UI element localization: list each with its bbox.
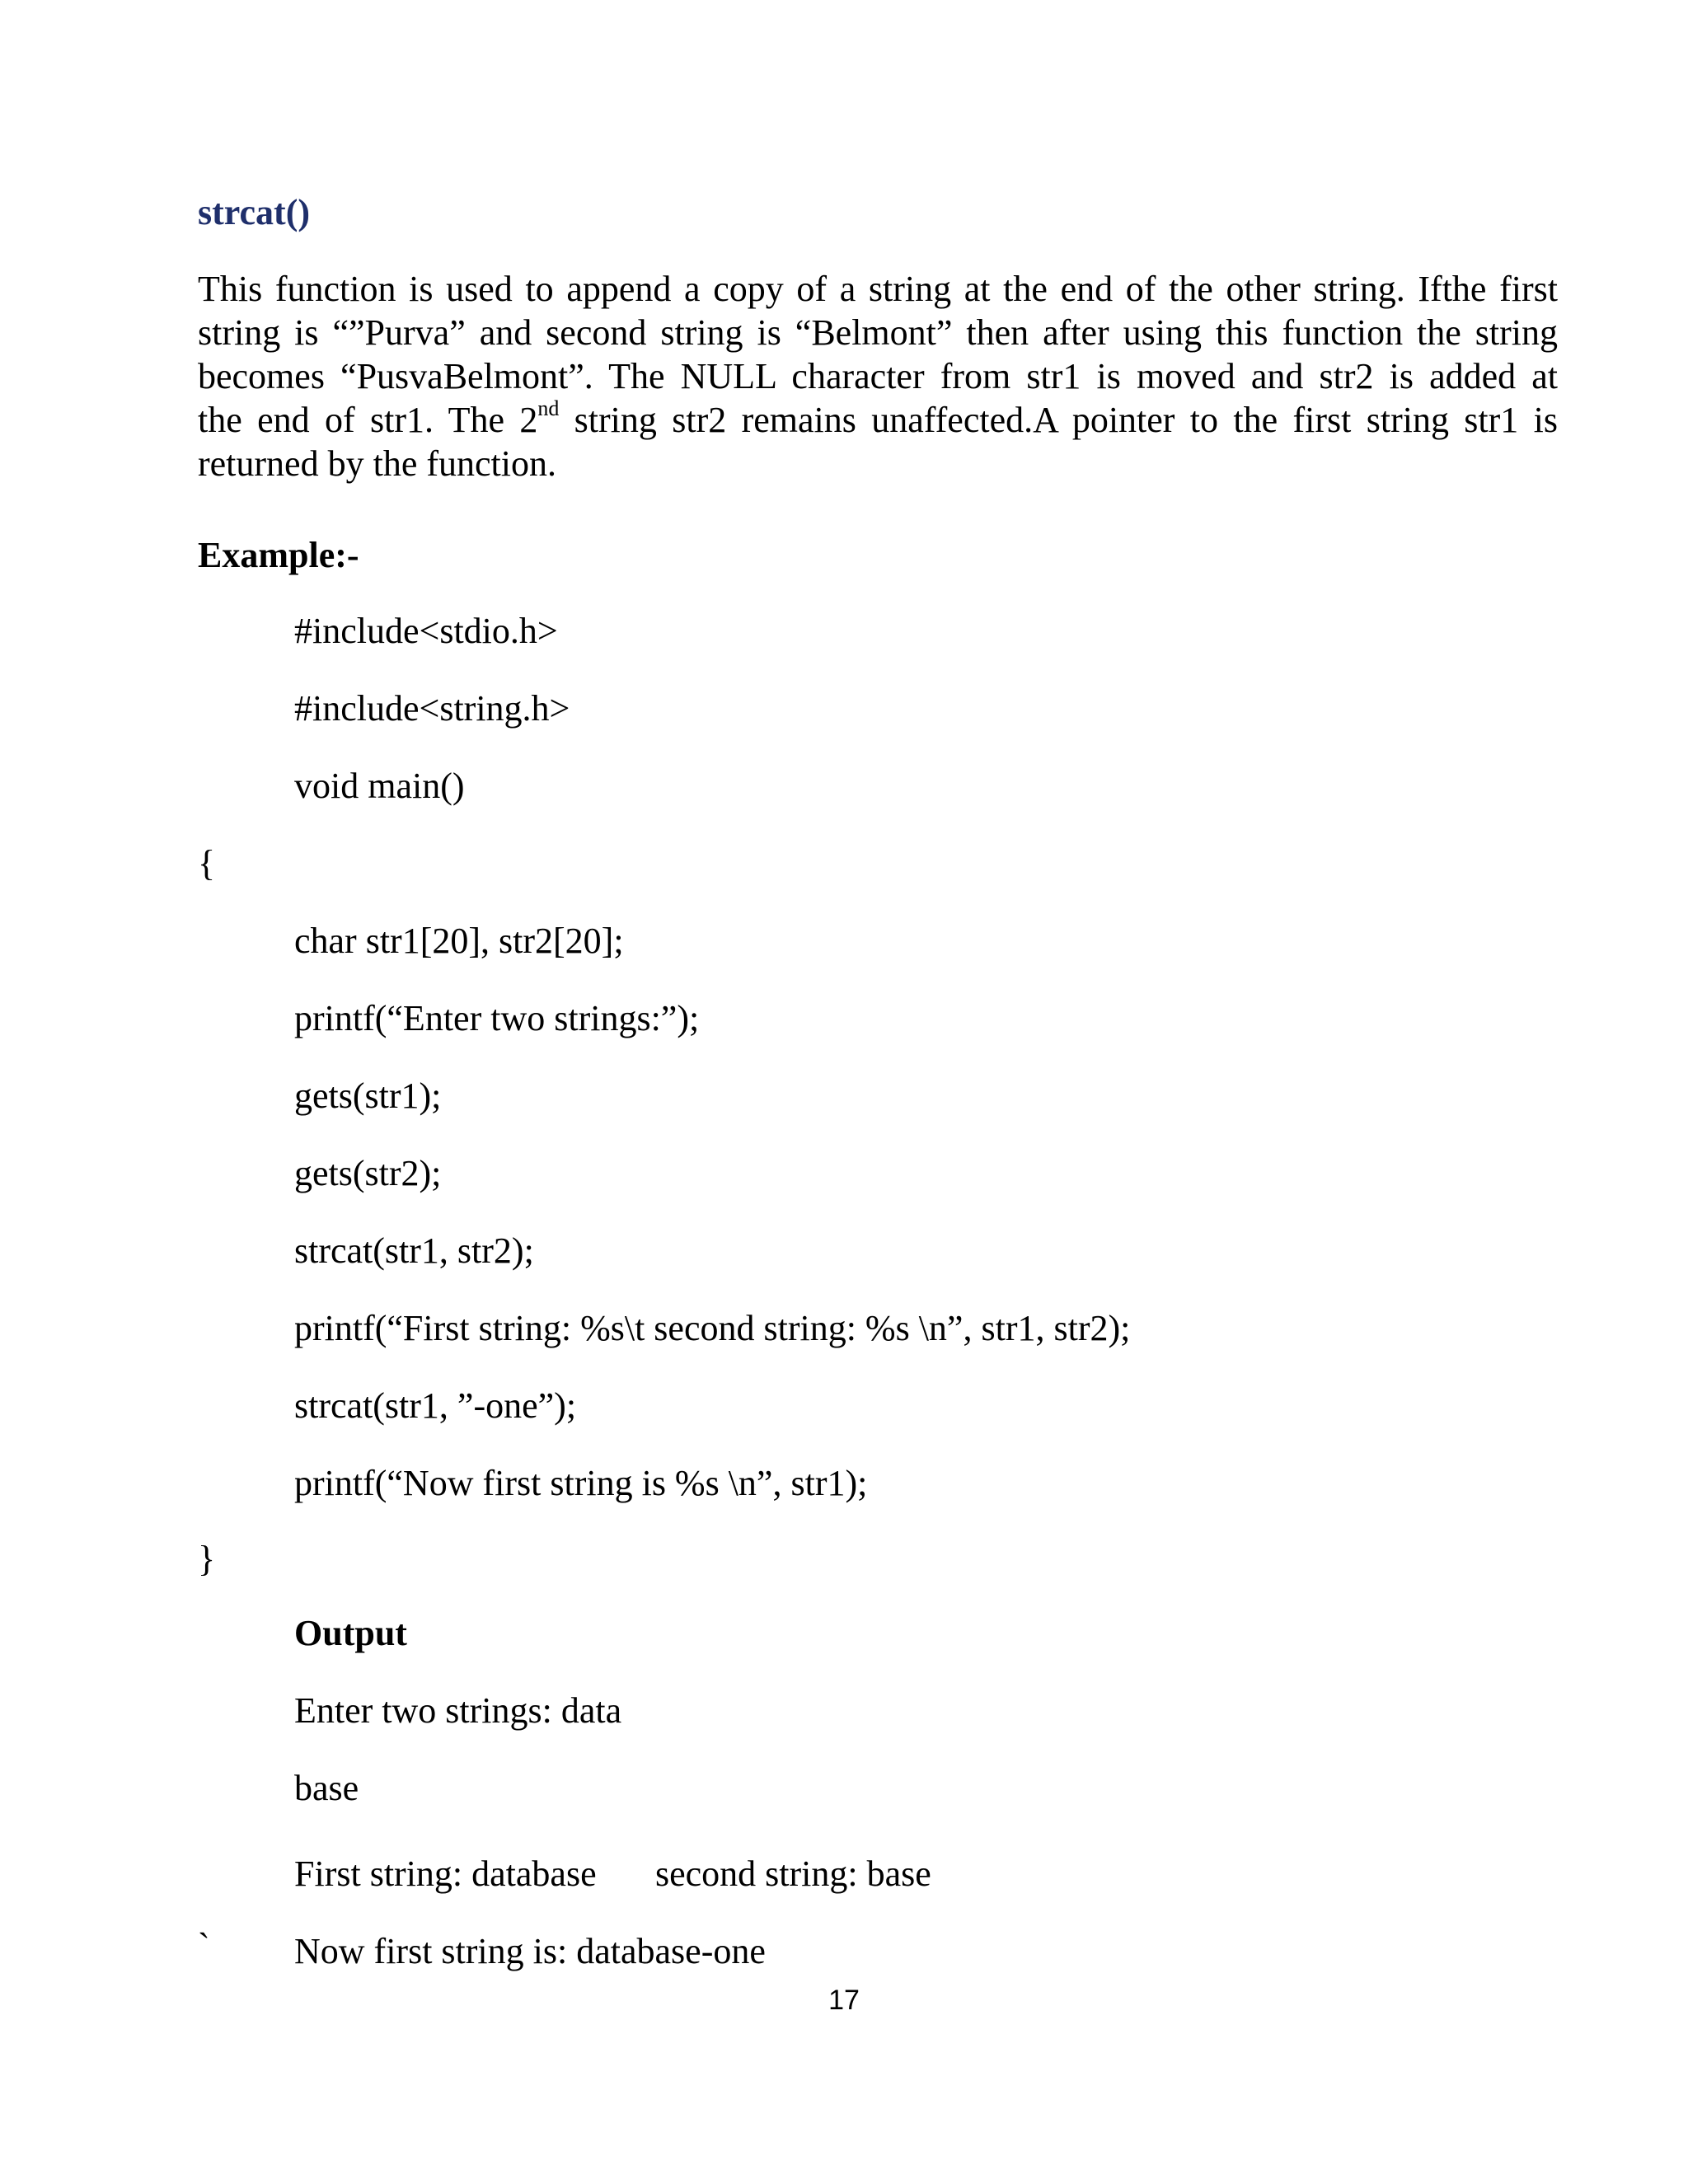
code-line-decl: char str1[20], str2[20]; [294, 921, 624, 961]
code-line-strcat2: strcat(str1, ”-one”); [294, 1385, 577, 1426]
example-label: Example:- [198, 535, 359, 575]
description-paragraph [198, 267, 1558, 485]
output-line: base [294, 1768, 359, 1808]
ordinal-superscript: nd [537, 396, 560, 421]
code-line-include-stdio: #include<stdio.h> [294, 611, 558, 651]
code-line-printf-now: printf(“Now first string is %s \n”, str1); [294, 1463, 868, 1503]
paragraph-text: the end of str1. The 2 [198, 400, 538, 440]
page-number: 17 [828, 1985, 860, 2016]
code-line-main: void main() [294, 766, 465, 806]
code-line-gets1: gets(str1); [294, 1076, 442, 1116]
paragraph-text: string str2 remains unaffected.A pointer to the first string str1 is [559, 400, 1559, 440]
output-line: second string: base [655, 1854, 931, 1894]
code-line-printf-first: printf(“First string: %s\t second string: %s \n”, str1, str2); [294, 1308, 1131, 1348]
code-line-include-string: #include<string.h> [294, 688, 570, 729]
output-label: Output [294, 1613, 407, 1653]
code-line-gets2: gets(str2); [294, 1153, 442, 1193]
code-line-printf-prompt: printf(“Enter two strings:”); [294, 998, 700, 1038]
code-close-brace: } [198, 1539, 216, 1579]
paragraph-line: string is “”Purva” and second string is “Belmont” then after using this function the string [198, 312, 1558, 353]
output-line: Now first string is: database-one [294, 1931, 766, 1971]
paragraph-line: This function is used to append a copy of a string at the end of the other string. Ifthe first [198, 269, 1558, 309]
paragraph-line [198, 398, 1558, 442]
stray-backtick: ` [198, 1926, 210, 1966]
paragraph-line: becomes “PusvaBelmont”. The NULL character from str1 is moved and str2 is added at [198, 356, 1558, 396]
paragraph-line: returned by the function. [198, 443, 556, 484]
code-line-strcat1: strcat(str1, str2); [294, 1230, 534, 1271]
output-line: First string: database [294, 1854, 597, 1894]
output-line: Enter two strings: data [294, 1690, 622, 1731]
section-heading: strcat() [198, 192, 310, 232]
code-open-brace: { [198, 843, 216, 883]
